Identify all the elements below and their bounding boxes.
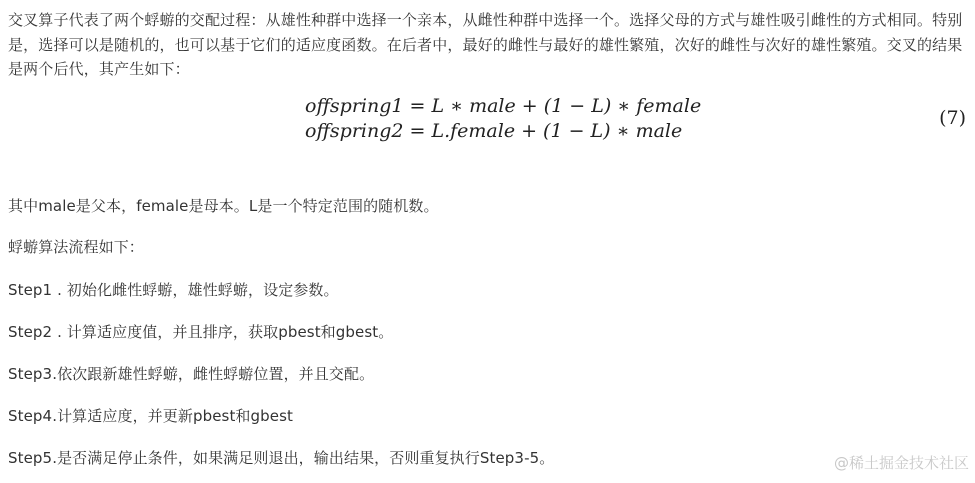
equation-line-1: offspring1 = L ∗ male + (1 − L) ∗ female [305,94,702,117]
intro-paragraph: 交叉算子代表了两个蜉蝣的交配过程：从雄性种群中选择一个亲本，从雌性种群中选择一个。选择父母的方式与雄性吸引雌性的方式相同。特别是，选择可以是随机的，也可以基于它们的适应度函数。在后者中，最好的雌性与最好的雄性繁殖，次好的雌性与次好的雄性繁殖。交叉的结果是两个后代，其产生如下： [8,11,963,78]
paragraph-step2: Step2 . 计算适应度值，并且排序，获取pbest和gbest。 [8,323,394,341]
paragraph-definition: 其中male是父本，female是母本。L是一个特定范围的随机数。 [8,197,439,215]
paragraph-step5: Step5.是否满足停止条件，如果满足则退出，输出结果，否则重复执行Step3-5。 [8,449,555,467]
equation-block [8,94,970,158]
paragraph-step4: Step4.计算适应度，并更新pbest和gbest [8,407,294,425]
equation-number: (7) [939,106,966,129]
paragraph-flow-heading: 蜉蝣算法流程如下： [8,238,144,256]
paragraph-step1: Step1 . 初始化雌性蜉蝣，雄性蜉蝣，设定参数。 [8,281,339,299]
watermark: @稀土掘金技术社区 [833,454,969,472]
equation-lines [305,94,701,144]
equation-line-2: offspring2 = L.female + (1 − L) ∗ male [305,119,683,142]
paragraph-step3: Step3.依次跟新雄性蜉蝣，雌性蜉蝣位置，并且交配。 [8,365,375,383]
